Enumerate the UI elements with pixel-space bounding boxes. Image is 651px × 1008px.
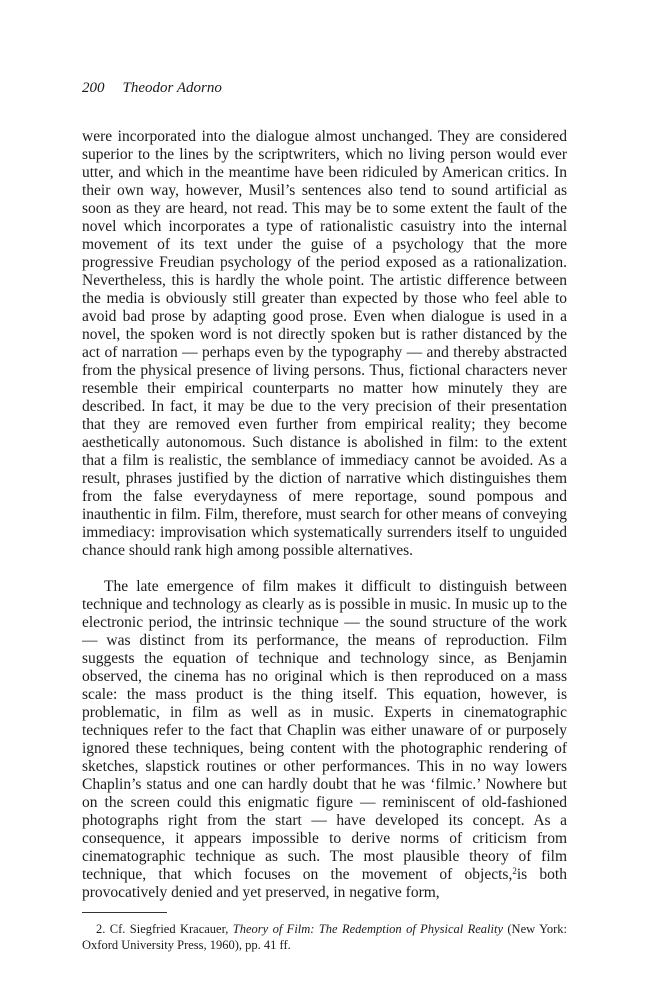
paragraph-2-text: The late emergence of film makes it difficult to distinguish between technique and technology as clearly as is possible in music. In music up to the electronic period, the intrinsic technique — the sound structure of the work — was distinct from its performance, the means of reproduction. Film suggests the equation of technique and technology since, as Benjamin observed, the cinema has no original which is then reproduced on a mass scale: the mass product is the thing itself. This equation, however, is problematic, in film as well as in music. Experts in cinematographic techniques refer to the fact that Chaplin was either unaware of or purposely ignored these techniques, being content with the photographic rendering of sketches, slapstick routines or other performances. This in no way lowers Chaplin’s status and one can hardly doubt that he was ‘filmic.’ Nowhere but on the screen could this enigmatic figure — reminiscent of old-fashioned photographs right from the start — have developed its concept. As a consequence, it appears impossible to derive norms of criticism from cinematographic technique as such. The most plausible theory of film technique, that which focuses on the movement of objects,: [82, 578, 567, 883]
page-number: 200: [82, 80, 105, 96]
footnote-divider: [82, 912, 167, 913]
running-head-author: Theodor Adorno: [122, 80, 222, 96]
running-head: [82, 78, 567, 98]
footnote-reference[interactable]: 2: [512, 866, 517, 876]
footnote: [82, 921, 567, 953]
paragraph-2: [82, 578, 567, 902]
book-page: [82, 78, 567, 953]
footnote-book-title: Theory of Film: The Redemption of Physical Reality: [232, 922, 503, 936]
body-text: [82, 128, 567, 902]
paragraph-2-continuation: is both provocatively denied and yet preserved, in negative form,: [82, 866, 567, 901]
paragraph-1: were incorporated into the dialogue almost unchanged. They are considered superior to the lines by the scriptwriters, which no living person would ever utter, and which in the meantime have been ridiculed by American critics. In their own way, however, Musil’s sentences also tend to sound artificial as soon as they are heard, not read. This may be to some extent the fault of the novel which incorporates a type of rationalistic casuistry into the internal movement of its text under the guise of a psychology that the more progressive Freudian psychology of the period exposed as a rationalization. Nevertheless, this is hardly the whole point. The artistic difference between the media is obviously still greater than expected by those who feel able to avoid bad prose by adapting good prose. Even when dialogue is used in a novel, the spoken word is not directly spoken but is rather distanced by the act of narration — perhaps even by the typography — and thereby abstracted from the physical presence of living persons. Thus, fictional characters never resemble their empirical counterparts no matter how minutely they are described. In fact, it may be due to the very precision of their presentation that they are removed even further from empirical reality; they become aesthetically autonomous. Such distance is abolished in film: to the extent that a film is realistic, the semblance of immediacy cannot be avoided. As a result, phrases justified by the diction of narrative which distinguishes them from the false everydayness of mere reportage, sound pompous and inauthentic in film. Film, therefore, must search for other means of conveying immediacy: improvisation which systematically surrenders itself to unguided chance should rank high among possible alternatives.: [82, 128, 567, 559]
footnote-prefix: 2. Cf. Siegfried Kracauer,: [96, 922, 233, 936]
footnote-suffix: (New York: Oxford University Press, 1960), pp. 41 ff.: [82, 922, 567, 952]
